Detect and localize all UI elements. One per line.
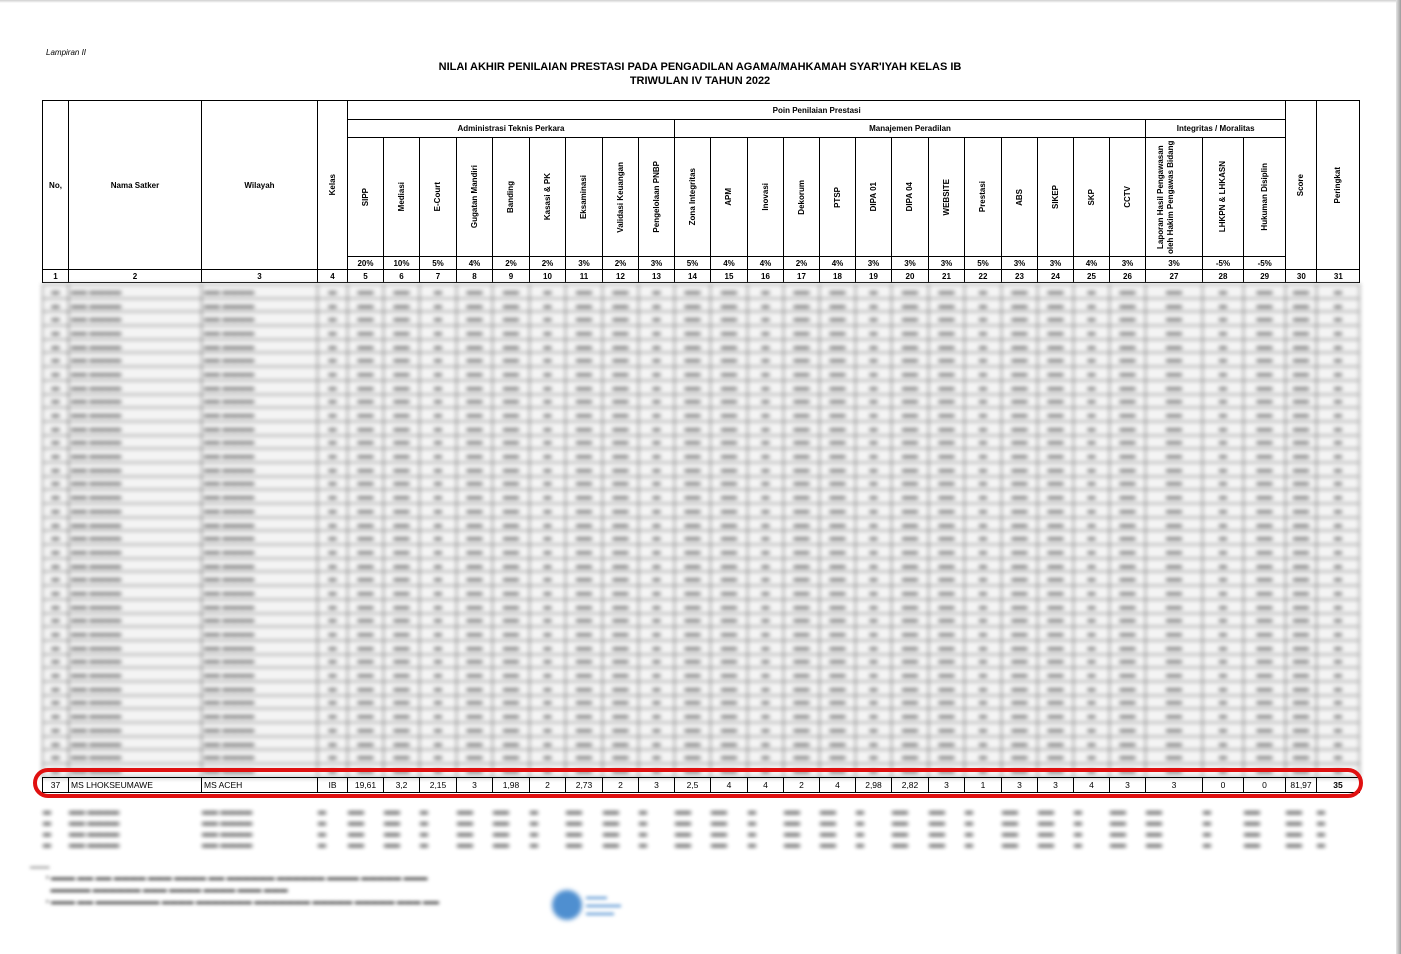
blurred-row: ▬ ▬▬ ▬▬▬▬ ▬▬ ▬▬▬▬ ▬ ▬▬ ▬▬ ▬ ▬▬ ▬▬ ▬ ▬▬ ▬▬ ▬ ▬▬ ▬▬ ▬ ▬▬ ▬▬ ▬ ▬▬ ▬▬ ▬ ▬▬ ▬▬ ▬ ▬▬ ▬▬ ▬ ▬▬ ▬▬ ▬ <box>43 380 1360 394</box>
weight-col-22: 5% <box>965 257 1002 270</box>
weight-col-29: -5% <box>1244 257 1286 270</box>
header-nama-satker: Nama Satker <box>69 101 202 270</box>
blurred-row: ▬ ▬▬ ▬▬▬▬ ▬▬ ▬▬▬▬ ▬ ▬▬ ▬▬ ▬ ▬▬ ▬▬ ▬ ▬▬ ▬▬ ▬ ▬▬ ▬▬ ▬ ▬▬ ▬▬ ▬ ▬▬ ▬▬ ▬ ▬▬ ▬▬ ▬ ▬▬ ▬▬ ▬ ▬▬ ▬▬ ▬ <box>43 586 1360 600</box>
blurred-row: ▬ ▬▬ ▬▬▬▬ ▬▬ ▬▬▬▬ ▬ ▬▬ ▬▬ ▬ ▬▬ ▬▬ ▬ ▬▬ ▬▬ ▬ ▬▬ ▬▬ ▬ ▬▬ ▬▬ ▬ ▬▬ ▬▬ ▬ ▬▬ ▬▬ ▬ ▬▬ ▬▬ ▬ ▬▬ ▬▬ ▬ <box>43 312 1360 326</box>
blurred-row: ▬ ▬▬ ▬▬▬▬ ▬▬ ▬▬▬▬ ▬ ▬▬ ▬▬ ▬ ▬▬ ▬▬ ▬ ▬▬ ▬▬ ▬ ▬▬ ▬▬ ▬ ▬▬ ▬▬ ▬ ▬▬ ▬▬ ▬ ▬▬ ▬▬ ▬ ▬▬ ▬▬ ▬ ▬▬ ▬▬ ▬ <box>43 353 1360 367</box>
score-table-header <box>42 100 1360 283</box>
weight-col-21: 3% <box>929 257 965 270</box>
header-col-21: WEBSITE <box>929 138 965 257</box>
weight-col-7: 5% <box>420 257 457 270</box>
col-number: 8 <box>457 270 493 283</box>
blurred-row: ▬ ▬▬ ▬▬▬▬ ▬▬ ▬▬▬▬ ▬ ▬▬ ▬▬ ▬ ▬▬ ▬▬ ▬ ▬▬ ▬▬ ▬ ▬▬ ▬▬ ▬ ▬▬ ▬▬ ▬ ▬▬ ▬▬ ▬ ▬▬ ▬▬ ▬ ▬▬ ▬▬ ▬ ▬▬ ▬▬ ▬ <box>43 394 1360 408</box>
hl-value-col-29: 0 <box>1244 778 1286 793</box>
blurred-row: ▬ ▬▬ ▬▬▬▬ ▬▬ ▬▬▬▬ ▬ ▬▬ ▬▬ ▬ ▬▬ ▬▬ ▬ ▬▬ ▬▬ ▬ ▬▬ ▬▬ ▬ ▬▬ ▬▬ ▬ ▬▬ ▬▬ ▬ ▬▬ ▬▬ ▬ ▬▬ ▬▬ ▬ ▬▬ ▬▬ ▬ <box>43 435 1360 449</box>
hl-value-col-7: 2,15 <box>420 778 457 793</box>
blurred-row: ▬ ▬▬ ▬▬▬▬ ▬▬ ▬▬▬▬ ▬ ▬▬ ▬▬ ▬ ▬▬ ▬▬ ▬ ▬▬ ▬▬ ▬ ▬▬ ▬▬ ▬ ▬▬ ▬▬ ▬ ▬▬ ▬▬ ▬ ▬▬ ▬▬ ▬ ▬▬ ▬▬ ▬ ▬▬ ▬▬ ▬ <box>43 326 1360 340</box>
hl-score: 81,97 <box>1286 778 1317 793</box>
blurred-row: ▬ ▬▬ ▬▬▬▬ ▬▬ ▬▬▬▬ ▬ ▬▬ ▬▬ ▬ ▬▬ ▬▬ ▬ ▬▬ ▬▬ ▬ ▬▬ ▬▬ ▬ ▬▬ ▬▬ ▬ ▬▬ ▬▬ ▬ ▬▬ ▬▬ ▬ ▬▬ ▬▬ ▬ ▬▬ ▬▬ ▬ <box>43 654 1360 668</box>
blurred-row: ▬ ▬▬ ▬▬▬▬ ▬▬ ▬▬▬▬ ▬ ▬▬ ▬▬ ▬ ▬▬ ▬▬ ▬ ▬▬ ▬▬ ▬ ▬▬ ▬▬ ▬ ▬▬ ▬▬ ▬ ▬▬ ▬▬ ▬ ▬▬ ▬▬ ▬ ▬▬ ▬▬ ▬ ▬▬ ▬▬ ▬ <box>43 504 1360 518</box>
weight-col-16: 4% <box>748 257 784 270</box>
header-col-8: Gugatan Mandiri <box>457 138 493 257</box>
col-number: 28 <box>1203 270 1244 283</box>
col-number: 5 <box>348 270 384 283</box>
weight-col-13: 3% <box>639 257 675 270</box>
blurred-row: ▬ ▬▬ ▬▬▬▬ ▬▬ ▬▬▬▬ ▬ ▬▬ ▬▬ ▬ ▬▬ ▬▬ ▬ ▬▬ ▬▬ ▬ ▬▬ ▬▬ ▬ ▬▬ ▬▬ ▬ ▬▬ ▬▬ ▬ ▬▬ ▬▬ ▬ ▬▬ ▬▬ ▬ ▬▬ ▬▬ ▬ <box>43 807 1325 816</box>
col-number: 15 <box>711 270 748 283</box>
hl-value-col-5: 19,61 <box>348 778 384 793</box>
col-number: 16 <box>748 270 784 283</box>
header-col-12: Validasi Keuangan <box>603 138 639 257</box>
blurred-row: ▬ ▬▬ ▬▬▬▬ ▬▬ ▬▬▬▬ ▬ ▬▬ ▬▬ ▬ ▬▬ ▬▬ ▬ ▬▬ ▬▬ ▬ ▬▬ ▬▬ ▬ ▬▬ ▬▬ ▬ ▬▬ ▬▬ ▬ ▬▬ ▬▬ ▬ ▬▬ ▬▬ ▬ ▬▬ ▬▬ ▬ <box>43 572 1360 586</box>
hl-value-col-8: 3 <box>457 778 493 793</box>
weight-col-20: 3% <box>892 257 929 270</box>
col-number: 27 <box>1146 270 1203 283</box>
hl-value-col-11: 2,73 <box>566 778 603 793</box>
header-peringkat: Peringkat <box>1317 101 1360 270</box>
blurred-row: ▬ ▬▬ ▬▬▬▬ ▬▬ ▬▬▬▬ ▬ ▬▬ ▬▬ ▬ ▬▬ ▬▬ ▬ ▬▬ ▬▬ ▬ ▬▬ ▬▬ ▬ ▬▬ ▬▬ ▬ ▬▬ ▬▬ ▬ ▬▬ ▬▬ ▬ ▬▬ ▬▬ ▬ ▬▬ ▬▬ ▬ <box>43 421 1360 435</box>
highlight-circle <box>33 768 1363 798</box>
header-col-20: DIPA 04 <box>892 138 929 257</box>
col-number: 1 <box>43 270 69 283</box>
blurred-row: ▬ ▬▬ ▬▬▬▬ ▬▬ ▬▬▬▬ ▬ ▬▬ ▬▬ ▬ ▬▬ ▬▬ ▬ ▬▬ ▬▬ ▬ ▬▬ ▬▬ ▬ ▬▬ ▬▬ ▬ ▬▬ ▬▬ ▬ ▬▬ ▬▬ ▬ ▬▬ ▬▬ ▬ ▬▬ ▬▬ ▬ <box>43 599 1360 613</box>
hl-value-col-25: 4 <box>1074 778 1110 793</box>
weight-col-23: 3% <box>1002 257 1038 270</box>
weight-col-11: 3% <box>566 257 603 270</box>
weight-col-8: 4% <box>457 257 493 270</box>
blurred-row: ▬ ▬▬ ▬▬▬▬ ▬▬ ▬▬▬▬ ▬ ▬▬ ▬▬ ▬ ▬▬ ▬▬ ▬ ▬▬ ▬▬ ▬ ▬▬ ▬▬ ▬ ▬▬ ▬▬ ▬ ▬▬ ▬▬ ▬ ▬▬ ▬▬ ▬ ▬▬ ▬▬ ▬ ▬▬ ▬▬ ▬ <box>43 764 1360 778</box>
col-number: 3 <box>202 270 318 283</box>
blurred-row: ▬ ▬▬ ▬▬▬▬ ▬▬ ▬▬▬▬ ▬ ▬▬ ▬▬ ▬ ▬▬ ▬▬ ▬ ▬▬ ▬▬ ▬ ▬▬ ▬▬ ▬ ▬▬ ▬▬ ▬ ▬▬ ▬▬ ▬ ▬▬ ▬▬ ▬ ▬▬ ▬▬ ▬ ▬▬ ▬▬ ▬ <box>43 367 1360 381</box>
hl-kelas: IB <box>318 778 348 793</box>
header-score: Score <box>1286 101 1317 270</box>
blurred-row: ▬ ▬▬ ▬▬▬▬ ▬▬ ▬▬▬▬ ▬ ▬▬ ▬▬ ▬ ▬▬ ▬▬ ▬ ▬▬ ▬▬ ▬ ▬▬ ▬▬ ▬ ▬▬ ▬▬ ▬ ▬▬ ▬▬ ▬ ▬▬ ▬▬ ▬ ▬▬ ▬▬ ▬ ▬▬ ▬▬ ▬ <box>43 558 1360 572</box>
header-col-28: LHKPN & LHKASN <box>1203 138 1244 257</box>
col-number: 30 <box>1286 270 1317 283</box>
hl-value-col-14: 2,5 <box>675 778 711 793</box>
col-number: 4 <box>318 270 348 283</box>
col-number: 9 <box>493 270 530 283</box>
header-poin-penilaian: Poin Penilaian Prestasi <box>348 101 1286 120</box>
blurred-row: ▬ ▬▬ ▬▬▬▬ ▬▬ ▬▬▬▬ ▬ ▬▬ ▬▬ ▬ ▬▬ ▬▬ ▬ ▬▬ ▬▬ ▬ ▬▬ ▬▬ ▬ ▬▬ ▬▬ ▬ ▬▬ ▬▬ ▬ ▬▬ ▬▬ ▬ ▬▬ ▬▬ ▬ ▬▬ ▬▬ ▬ <box>43 640 1360 654</box>
blurred-row: ▬ ▬▬ ▬▬▬▬ ▬▬ ▬▬▬▬ ▬ ▬▬ ▬▬ ▬ ▬▬ ▬▬ ▬ ▬▬ ▬▬ ▬ ▬▬ ▬▬ ▬ ▬▬ ▬▬ ▬ ▬▬ ▬▬ ▬ ▬▬ ▬▬ ▬ ▬▬ ▬▬ ▬ ▬▬ ▬▬ ▬ <box>43 449 1360 463</box>
blurred-row: ▬ ▬▬ ▬▬▬▬ ▬▬ ▬▬▬▬ ▬ ▬▬ ▬▬ ▬ ▬▬ ▬▬ ▬ ▬▬ ▬▬ ▬ ▬▬ ▬▬ ▬ ▬▬ ▬▬ ▬ ▬▬ ▬▬ ▬ ▬▬ ▬▬ ▬ ▬▬ ▬▬ ▬ ▬▬ ▬▬ ▬ <box>43 531 1360 545</box>
col-number: 21 <box>929 270 965 283</box>
col-number: 20 <box>892 270 929 283</box>
page-shadow-right <box>1396 0 1401 954</box>
blurred-row: ▬ ▬▬ ▬▬▬▬ ▬▬ ▬▬▬▬ ▬ ▬▬ ▬▬ ▬ ▬▬ ▬▬ ▬ ▬▬ ▬▬ ▬ ▬▬ ▬▬ ▬ ▬▬ ▬▬ ▬ ▬▬ ▬▬ ▬ ▬▬ ▬▬ ▬ ▬▬ ▬▬ ▬ ▬▬ ▬▬ ▬ <box>43 462 1360 476</box>
weight-col-26: 3% <box>1110 257 1146 270</box>
blurred-row: ▬ ▬▬ ▬▬▬▬ ▬▬ ▬▬▬▬ ▬ ▬▬ ▬▬ ▬ ▬▬ ▬▬ ▬ ▬▬ ▬▬ ▬ ▬▬ ▬▬ ▬ ▬▬ ▬▬ ▬ ▬▬ ▬▬ ▬ ▬▬ ▬▬ ▬ ▬▬ ▬▬ ▬ ▬▬ ▬▬ ▬ <box>43 709 1360 723</box>
header-col-26: CCTV <box>1110 138 1146 257</box>
weight-col-27: 3% <box>1146 257 1203 270</box>
hl-value-col-27: 3 <box>1146 778 1203 793</box>
header-group-integritas: Integritas / Moralitas <box>1146 120 1286 138</box>
header-col-25: SKP <box>1074 138 1110 257</box>
blurred-row: ▬ ▬▬ ▬▬▬▬ ▬▬ ▬▬▬▬ ▬ ▬▬ ▬▬ ▬ ▬▬ ▬▬ ▬ ▬▬ ▬▬ ▬ ▬▬ ▬▬ ▬ ▬▬ ▬▬ ▬ ▬▬ ▬▬ ▬ ▬▬ ▬▬ ▬ ▬▬ ▬▬ ▬ ▬▬ ▬▬ ▬ <box>43 476 1360 490</box>
hl-value-col-22: 1 <box>965 778 1002 793</box>
hl-value-col-13: 3 <box>639 778 675 793</box>
header-group-manajemen: Manajemen Peradilan <box>675 120 1146 138</box>
blurred-row: ▬ ▬▬ ▬▬▬▬ ▬▬ ▬▬▬▬ ▬ ▬▬ ▬▬ ▬ ▬▬ ▬▬ ▬ ▬▬ ▬▬ ▬ ▬▬ ▬▬ ▬ ▬▬ ▬▬ ▬ ▬▬ ▬▬ ▬ ▬▬ ▬▬ ▬ ▬▬ ▬▬ ▬ ▬▬ ▬▬ ▬ <box>43 750 1360 764</box>
blurred-rows-bottom <box>42 806 1356 850</box>
blurred-row: ▬ ▬▬ ▬▬▬▬ ▬▬ ▬▬▬▬ ▬ ▬▬ ▬▬ ▬ ▬▬ ▬▬ ▬ ▬▬ ▬▬ ▬ ▬▬ ▬▬ ▬ ▬▬ ▬▬ ▬ ▬▬ ▬▬ ▬ ▬▬ ▬▬ ▬ ▬▬ ▬▬ ▬ ▬▬ ▬▬ ▬ <box>43 298 1360 312</box>
hl-value-col-15: 4 <box>711 778 748 793</box>
col-number: 13 <box>639 270 675 283</box>
weight-col-12: 2% <box>603 257 639 270</box>
hl-value-col-26: 3 <box>1110 778 1146 793</box>
blurred-row: ▬ ▬▬ ▬▬▬▬ ▬▬ ▬▬▬▬ ▬ ▬▬ ▬▬ ▬ ▬▬ ▬▬ ▬ ▬▬ ▬▬ ▬ ▬▬ ▬▬ ▬ ▬▬ ▬▬ ▬ ▬▬ ▬▬ ▬ ▬▬ ▬▬ ▬ ▬▬ ▬▬ ▬ ▬▬ ▬▬ ▬ <box>43 818 1325 827</box>
weight-col-28: -5% <box>1203 257 1244 270</box>
header-col-5: SIPP <box>348 138 384 257</box>
header-col-23: ABS <box>1002 138 1038 257</box>
header-col-14: Zona Integritas <box>675 138 711 257</box>
notes-block-blurred: • ▬▬▬ ▬▬ ▬▬ ▬▬▬▬ ▬▬▬ ▬▬▬▬ ▬▬ ▬▬▬▬▬▬ ▬▬▬▬▬▬ ▬▬▬▬ ▬▬▬▬▬ ▬▬▬ ▬▬▬▬▬ ▬▬▬▬▬▬ ▬▬▬ ▬▬▬▬ ▬▬▬▬ ▬▬▬ ▬▬▬ • ▬▬▬ ▬▬ ▬▬▬▬▬▬▬▬ ▬▬▬▬ ▬▬▬▬▬▬▬ ▬▬▬▬▬▬▬ ▬▬▬▬▬ ▬▬▬▬▬ ▬▬▬ ▬▬ <box>46 873 440 906</box>
hl-value-col-28: 0 <box>1203 778 1244 793</box>
blurred-row: ▬ ▬▬ ▬▬▬▬ ▬▬ ▬▬▬▬ ▬ ▬▬ ▬▬ ▬ ▬▬ ▬▬ ▬ ▬▬ ▬▬ ▬ ▬▬ ▬▬ ▬ ▬▬ ▬▬ ▬ ▬▬ ▬▬ ▬ ▬▬ ▬▬ ▬ ▬▬ ▬▬ ▬ ▬▬ ▬▬ ▬ <box>43 723 1360 737</box>
hl-value-col-18: 4 <box>820 778 856 793</box>
attachment-label: Lampiran II <box>46 48 87 57</box>
col-number: 31 <box>1317 270 1360 283</box>
hl-no: 37 <box>43 778 69 793</box>
header-col-15: APM <box>711 138 748 257</box>
header-col-9: Banding <box>493 138 530 257</box>
hl-peringkat: 35 <box>1317 778 1360 793</box>
col-number: 19 <box>856 270 892 283</box>
col-number: 6 <box>384 270 420 283</box>
header-col-16: Inovasi <box>748 138 784 257</box>
blurred-row: ▬ ▬▬ ▬▬▬▬ ▬▬ ▬▬▬▬ ▬ ▬▬ ▬▬ ▬ ▬▬ ▬▬ ▬ ▬▬ ▬▬ ▬ ▬▬ ▬▬ ▬ ▬▬ ▬▬ ▬ ▬▬ ▬▬ ▬ ▬▬ ▬▬ ▬ ▬▬ ▬▬ ▬ ▬▬ ▬▬ ▬ <box>43 490 1360 504</box>
blurred-row: ▬ ▬▬ ▬▬▬▬ ▬▬ ▬▬▬▬ ▬ ▬▬ ▬▬ ▬ ▬▬ ▬▬ ▬ ▬▬ ▬▬ ▬ ▬▬ ▬▬ ▬ ▬▬ ▬▬ ▬ ▬▬ ▬▬ ▬ ▬▬ ▬▬ ▬ ▬▬ ▬▬ ▬ ▬▬ ▬▬ ▬ <box>43 681 1360 695</box>
header-no: No, <box>43 101 69 270</box>
col-number: 25 <box>1074 270 1110 283</box>
col-number: 12 <box>603 270 639 283</box>
blurred-row: ▬ ▬▬ ▬▬▬▬ ▬▬ ▬▬▬▬ ▬ ▬▬ ▬▬ ▬ ▬▬ ▬▬ ▬ ▬▬ ▬▬ ▬ ▬▬ ▬▬ ▬ ▬▬ ▬▬ ▬ ▬▬ ▬▬ ▬ ▬▬ ▬▬ ▬ ▬▬ ▬▬ ▬ ▬▬ ▬▬ ▬ <box>43 695 1360 709</box>
document-subtitle: TRIWULAN IV TAHUN 2022 <box>629 75 771 87</box>
weight-col-18: 4% <box>820 257 856 270</box>
hl-value-col-23: 3 <box>1002 778 1038 793</box>
header-col-13: Pengelolaan PNBP <box>639 138 675 257</box>
col-number: 18 <box>820 270 856 283</box>
hl-value-col-17: 2 <box>784 778 820 793</box>
header-wilayah: Wilayah <box>202 101 318 270</box>
blurred-row: ▬ ▬▬ ▬▬▬▬ ▬▬ ▬▬▬▬ ▬ ▬▬ ▬▬ ▬ ▬▬ ▬▬ ▬ ▬▬ ▬▬ ▬ ▬▬ ▬▬ ▬ ▬▬ ▬▬ ▬ ▬▬ ▬▬ ▬ ▬▬ ▬▬ ▬ ▬▬ ▬▬ ▬ ▬▬ ▬▬ ▬ <box>43 517 1360 531</box>
col-number: 24 <box>1038 270 1074 283</box>
weight-col-19: 3% <box>856 257 892 270</box>
page-shadow-top <box>0 0 1401 3</box>
blurred-rows-top <box>42 284 1356 778</box>
blurred-row: ▬ ▬▬ ▬▬▬▬ ▬▬ ▬▬▬▬ ▬ ▬▬ ▬▬ ▬ ▬▬ ▬▬ ▬ ▬▬ ▬▬ ▬ ▬▬ ▬▬ ▬ ▬▬ ▬▬ ▬ ▬▬ ▬▬ ▬ ▬▬ ▬▬ ▬ ▬▬ ▬▬ ▬ ▬▬ ▬▬ ▬ <box>43 668 1360 682</box>
blurred-row: ▬ ▬▬ ▬▬▬▬ ▬▬ ▬▬▬▬ ▬ ▬▬ ▬▬ ▬ ▬▬ ▬▬ ▬ ▬▬ ▬▬ ▬ ▬▬ ▬▬ ▬ ▬▬ ▬▬ ▬ ▬▬ ▬▬ ▬ ▬▬ ▬▬ ▬ ▬▬ ▬▬ ▬ ▬▬ ▬▬ ▬ <box>43 339 1360 353</box>
header-kelas: Kelas <box>318 101 348 270</box>
hl-value-col-16: 4 <box>748 778 784 793</box>
header-col-7: E-Court <box>420 138 457 257</box>
hl-nama: MS LHOKSEUMAWE <box>69 778 202 793</box>
hl-value-col-6: 3,2 <box>384 778 420 793</box>
hl-value-col-19: 2,98 <box>856 778 892 793</box>
header-col-27: Laporan Hasil Pengawasan oleh Hakim Pengawas Bidang <box>1146 138 1203 257</box>
blurred-row: ▬ ▬▬ ▬▬▬▬ ▬▬ ▬▬▬▬ ▬ ▬▬ ▬▬ ▬ ▬▬ ▬▬ ▬ ▬▬ ▬▬ ▬ ▬▬ ▬▬ ▬ ▬▬ ▬▬ ▬ ▬▬ ▬▬ ▬ ▬▬ ▬▬ ▬ ▬▬ ▬▬ ▬ ▬▬ ▬▬ ▬ <box>43 408 1360 422</box>
blurred-row: ▬ ▬▬ ▬▬▬▬ ▬▬ ▬▬▬▬ ▬ ▬▬ ▬▬ ▬ ▬▬ ▬▬ ▬ ▬▬ ▬▬ ▬ ▬▬ ▬▬ ▬ ▬▬ ▬▬ ▬ ▬▬ ▬▬ ▬ ▬▬ ▬▬ ▬ ▬▬ ▬▬ ▬ ▬▬ ▬▬ ▬ <box>43 736 1360 750</box>
weight-col-15: 4% <box>711 257 748 270</box>
header-col-17: Dekorum <box>784 138 820 257</box>
col-number: 22 <box>965 270 1002 283</box>
weight-col-25: 4% <box>1074 257 1110 270</box>
blurred-row: ▬ ▬▬ ▬▬▬▬ ▬▬ ▬▬▬▬ ▬ ▬▬ ▬▬ ▬ ▬▬ ▬▬ ▬ ▬▬ ▬▬ ▬ ▬▬ ▬▬ ▬ ▬▬ ▬▬ ▬ ▬▬ ▬▬ ▬ ▬▬ ▬▬ ▬ ▬▬ ▬▬ ▬ ▬▬ ▬▬ ▬ <box>43 829 1325 838</box>
header-group-admin: Administrasi Teknis Perkara <box>348 120 675 138</box>
col-number: 29 <box>1244 270 1286 283</box>
weight-col-14: 5% <box>675 257 711 270</box>
header-col-19: DIPA 01 <box>856 138 892 257</box>
hl-wilayah: MS ACEH <box>202 778 318 793</box>
hl-value-col-10: 2 <box>530 778 566 793</box>
weight-col-6: 10% <box>384 257 420 270</box>
col-number: 11 <box>566 270 603 283</box>
hl-value-col-20: 2,82 <box>892 778 929 793</box>
blurred-row: ▬ ▬▬ ▬▬▬▬ ▬▬ ▬▬▬▬ ▬ ▬▬ ▬▬ ▬ ▬▬ ▬▬ ▬ ▬▬ ▬▬ ▬ ▬▬ ▬▬ ▬ ▬▬ ▬▬ ▬ ▬▬ ▬▬ ▬ ▬▬ ▬▬ ▬ ▬▬ ▬▬ ▬ ▬▬ ▬▬ ▬ <box>43 285 1360 299</box>
blurred-row: ▬ ▬▬ ▬▬▬▬ ▬▬ ▬▬▬▬ ▬ ▬▬ ▬▬ ▬ ▬▬ ▬▬ ▬ ▬▬ ▬▬ ▬ ▬▬ ▬▬ ▬ ▬▬ ▬▬ ▬ ▬▬ ▬▬ ▬ ▬▬ ▬▬ ▬ ▬▬ ▬▬ ▬ ▬▬ ▬▬ ▬ <box>43 545 1360 559</box>
hl-value-col-24: 3 <box>1038 778 1074 793</box>
hl-value-col-21: 3 <box>929 778 965 793</box>
blurred-row: ▬ ▬▬ ▬▬▬▬ ▬▬ ▬▬▬▬ ▬ ▬▬ ▬▬ ▬ ▬▬ ▬▬ ▬ ▬▬ ▬▬ ▬ ▬▬ ▬▬ ▬ ▬▬ ▬▬ ▬ ▬▬ ▬▬ ▬ ▬▬ ▬▬ ▬ ▬▬ ▬▬ ▬ ▬▬ ▬▬ ▬ <box>43 613 1360 627</box>
header-col-24: SIKEP <box>1038 138 1074 257</box>
header-col-6: Mediasi <box>384 138 420 257</box>
col-number: 23 <box>1002 270 1038 283</box>
header-col-10: Kasasi & PK <box>530 138 566 257</box>
document-title: NILAI AKHIR PENILAIAN PRESTASI PADA PENGADILAN AGAMA/MAHKAMAH SYAR'IYAH KELAS IB <box>438 61 962 73</box>
weight-col-5: 20% <box>348 257 384 270</box>
header-col-22: Prestasi <box>965 138 1002 257</box>
col-number: 26 <box>1110 270 1146 283</box>
weight-col-17: 2% <box>784 257 820 270</box>
header-col-11: Eksaminasi <box>566 138 603 257</box>
bsre-logo-icon <box>552 890 582 920</box>
header-col-29: Hukuman Disiplin <box>1244 138 1286 257</box>
weight-col-9: 2% <box>493 257 530 270</box>
blurred-row: ▬ ▬▬ ▬▬▬▬ ▬▬ ▬▬▬▬ ▬ ▬▬ ▬▬ ▬ ▬▬ ▬▬ ▬ ▬▬ ▬▬ ▬ ▬▬ ▬▬ ▬ ▬▬ ▬▬ ▬ ▬▬ ▬▬ ▬ ▬▬ ▬▬ ▬ ▬▬ ▬▬ ▬ ▬▬ ▬▬ ▬ <box>43 840 1325 849</box>
header-col-18: PTSP <box>820 138 856 257</box>
hl-value-col-9: 1,98 <box>493 778 530 793</box>
col-number: 7 <box>420 270 457 283</box>
hl-value-col-12: 2 <box>603 778 639 793</box>
weight-col-24: 3% <box>1038 257 1074 270</box>
col-number: 2 <box>69 270 202 283</box>
col-number: 14 <box>675 270 711 283</box>
blurred-row: ▬ ▬▬ ▬▬▬▬ ▬▬ ▬▬▬▬ ▬ ▬▬ ▬▬ ▬ ▬▬ ▬▬ ▬ ▬▬ ▬▬ ▬ ▬▬ ▬▬ ▬ ▬▬ ▬▬ ▬ ▬▬ ▬▬ ▬ ▬▬ ▬▬ ▬ ▬▬ ▬▬ ▬ ▬▬ ▬▬ ▬ <box>43 627 1360 641</box>
col-number: 10 <box>530 270 566 283</box>
col-number: 17 <box>784 270 820 283</box>
weight-col-10: 2% <box>530 257 566 270</box>
bsre-logo-wordmark: ▬▬▬ ▬▬▬▬▬ ▬▬▬▬ <box>586 894 621 917</box>
